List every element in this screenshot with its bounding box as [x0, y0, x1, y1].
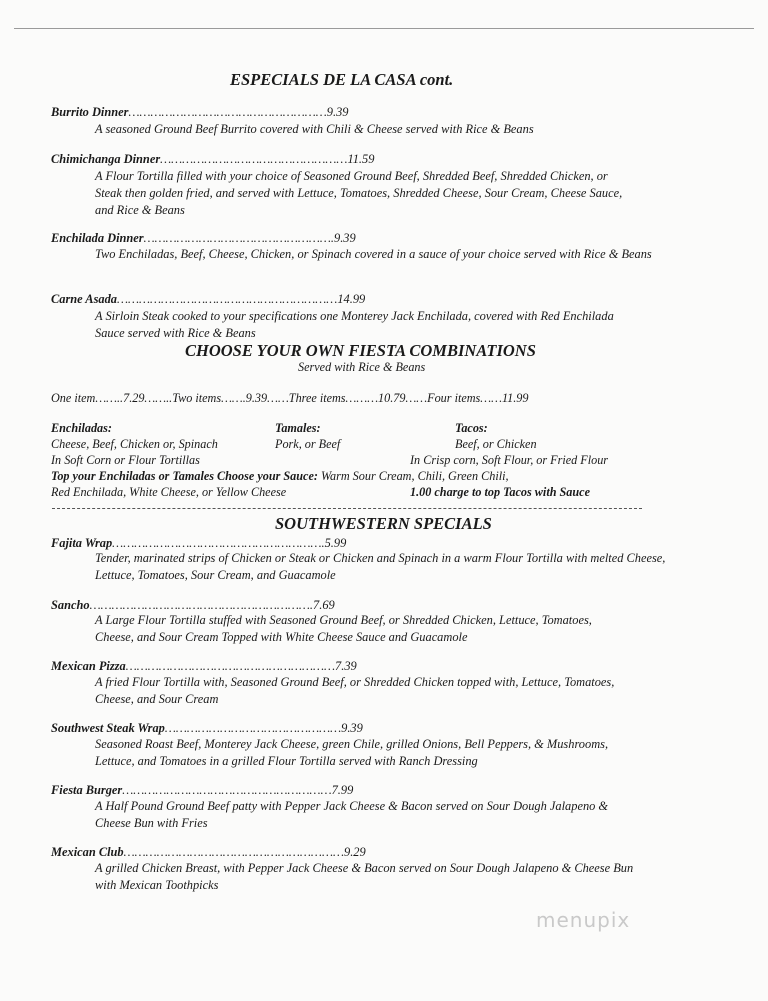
sauce-line: [51, 469, 509, 484]
item-leader-dots: …………………………………………………: [122, 783, 332, 797]
item-price: 9.29: [344, 845, 366, 859]
item-leader-dots: ………………………………………………: [128, 105, 327, 119]
enchiladas-options: Cheese, Beef, Chicken or, Spinach: [51, 437, 218, 451]
menu-item-fajita-wrap: [51, 536, 346, 551]
tacos-options: Beef, or Chicken: [455, 437, 537, 451]
item-leader-dots: …………………………………………….: [143, 231, 335, 245]
item-name: Carne Asada: [51, 292, 117, 306]
item-description: A Half Pound Ground Beef patty with Pepper Jack Cheese & Bacon served on Sour Dough Jalapeno & Cheese Bun with Fries: [95, 799, 609, 830]
menu-item-mexican-pizza: [51, 659, 357, 674]
taco-sauce-charge: 1.00 charge to top Tacos with Sauce: [410, 485, 591, 499]
item-description: Tender, marinated strips of Chicken or Steak or Chicken and Spinach in a warm Flour Tortilla with melted Cheese, Lettuce, Tomatoes, Sour Cream, and Guacamole: [95, 551, 666, 582]
item-description: A Large Flour Tortilla stuffed with Seasoned Ground Beef, or Shredded Chicken, Lettuce, Tomatoes, Cheese, and Sour Cream Topped with White Cheese Sauce and Guacamole: [95, 613, 592, 644]
fiesta-price-line: One item……..7.29……..Two items…….9.39……Three items………10.79……Four items……11.99: [51, 391, 529, 405]
item-description: A Sirloin Steak cooked to your specifications one Monterey Jack Enchilada, covered with Red Enchilada Sauce served with Rice & Beans: [95, 309, 614, 340]
item-leader-dots: …………………………………………: [164, 721, 342, 735]
section-divider: [52, 508, 642, 509]
fiesta-subtitle: Served with Rice & Beans: [298, 360, 426, 374]
item-description: Two Enchiladas, Beef, Cheese, Chicken, or Spinach covered in a sauce of your choice served with Rice & Beans: [95, 247, 652, 261]
item-description: A grilled Chicken Breast, with Pepper Jack Cheese & Bacon served on Sour Dough Jalapeno & Cheese Bun with Mexican Toothpicks: [95, 861, 634, 892]
sauce-options: Warm Sour Cream, Chili, Green Chili,: [317, 469, 509, 483]
enchiladas-tortillas: In Soft Corn or Flour Tortillas: [51, 453, 200, 467]
item-description: Seasoned Roast Beef, Monterey Jack Cheese, green Chile, grilled Onions, Bell Peppers, & Mushrooms, Lettuce, and Tomatoes in a grilled Flour Tortilla served with Ranch Dressing: [95, 737, 609, 768]
menu-item-burrito-dinner: [51, 105, 348, 120]
item-price: 7.39: [335, 659, 357, 673]
top-border-line: [14, 28, 754, 29]
item-name: Mexican Pizza: [51, 659, 126, 673]
item-price: 9.39: [341, 721, 363, 735]
item-name: Enchilada Dinner: [51, 231, 144, 245]
item-name: Chimichanga Dinner: [51, 152, 161, 166]
menu-item-fiesta-burger: [51, 783, 353, 798]
menupix-watermark: menupix: [536, 908, 631, 932]
southwestern-title: SOUTHWESTERN SPECIALS: [275, 514, 492, 533]
item-name: Sancho: [51, 598, 90, 612]
item-leader-dots: ……………………………………………: [160, 152, 348, 166]
menu-item-chimichanga-dinner: [51, 152, 374, 167]
sauce-lead: Top your Enchiladas or Tamales Choose your Sauce:: [51, 469, 318, 483]
tamales-heading: Tamales:: [275, 421, 321, 435]
item-name: Fajita Wrap: [51, 536, 113, 550]
item-leader-dots: ………………………………………………….: [112, 536, 325, 550]
item-price: 9.39: [334, 231, 356, 245]
page-title: ESPECIALS DE LA CASA cont.: [230, 70, 454, 89]
tacos-heading: Tacos:: [455, 421, 488, 435]
tacos-shells: In Crisp corn, Soft Flour, or Fried Flour: [410, 453, 609, 467]
sauce-options-2: Red Enchilada, White Cheese, or Yellow Cheese: [51, 485, 287, 499]
item-price: 11.59: [347, 152, 375, 166]
item-leader-dots: …………………………………………………….: [89, 598, 314, 612]
item-price: 14.99: [337, 292, 366, 306]
item-name: Burrito Dinner: [51, 105, 129, 119]
item-description: A Flour Tortilla filled with your choice of Seasoned Ground Beef, Shredded Beef, Shredded Chicken, or Steak then golden fried, and served with Lettuce, Tomatoes, Shredded Cheese, Sour Cream, Cheese Sauce, and Rice & Beans: [95, 169, 623, 217]
item-leader-dots: …………………………………………………: [125, 659, 336, 673]
menu-item-southwest-steak-wrap: [51, 721, 363, 736]
item-name: Mexican Club: [51, 845, 124, 859]
item-name: Fiesta Burger: [51, 783, 123, 797]
item-description: A seasoned Ground Beef Burrito covered with Chili & Cheese served with Rice & Beans: [95, 122, 534, 136]
item-leader-dots: ……………………………………………………: [123, 845, 344, 859]
item-description: A fried Flour Tortilla with, Seasoned Ground Beef, or Shredded Chicken topped with, Lettuce, Tomatoes, Cheese, and Sour Cream: [95, 675, 615, 706]
fiesta-title: CHOOSE YOUR OWN FIESTA COMBINATIONS: [185, 341, 536, 360]
menu-item-sancho: [51, 598, 335, 613]
enchiladas-heading: Enchiladas:: [51, 421, 112, 435]
item-leader-dots: ……………………………………………………: [116, 292, 338, 306]
item-price: 5.99: [324, 536, 347, 550]
menu-item-carne-asada: [51, 292, 365, 307]
item-name: Southwest Steak Wrap: [51, 721, 165, 735]
menu-item-enchilada-dinner: [51, 231, 356, 246]
menu-item-mexican-club: [51, 845, 366, 860]
item-price: 7.69: [313, 598, 335, 612]
item-price: 7.99: [331, 783, 354, 797]
tamales-options: Pork, or Beef: [275, 437, 341, 451]
item-price: 9.39: [326, 105, 349, 119]
